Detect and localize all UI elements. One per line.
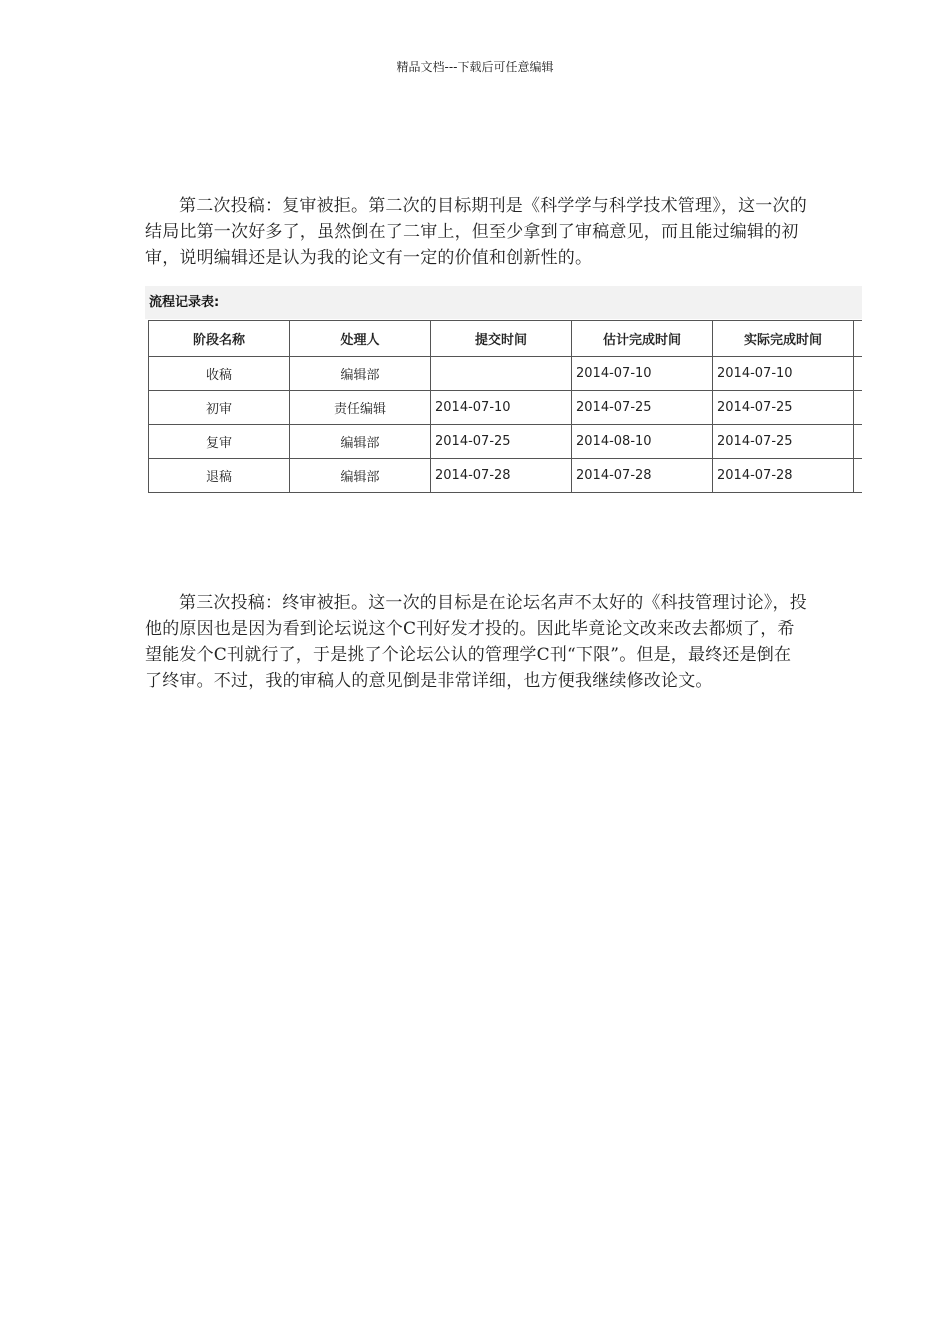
process-record-panel bbox=[145, 286, 862, 496]
record-table-title: 流程记录表: bbox=[145, 286, 862, 319]
table-row bbox=[149, 425, 863, 459]
cell-extra bbox=[854, 425, 863, 459]
cell-actual-time: 2014-07-28 bbox=[713, 459, 854, 493]
cell-stage: 退稿 bbox=[149, 459, 290, 493]
cell-estimated-time: 2014-07-10 bbox=[572, 357, 713, 391]
cell-submit-time: 2014-07-28 bbox=[431, 459, 572, 493]
column-header-handler: 处理人 bbox=[290, 321, 431, 357]
page-header: 精品文档---下载后可任意编辑 bbox=[396, 60, 554, 74]
table-row bbox=[149, 391, 863, 425]
cell-submit-time bbox=[431, 357, 572, 391]
cell-estimated-time: 2014-07-28 bbox=[572, 459, 713, 493]
table-row bbox=[149, 459, 863, 493]
cell-submit-time: 2014-07-10 bbox=[431, 391, 572, 425]
cell-stage: 收稿 bbox=[149, 357, 290, 391]
column-header-stage: 阶段名称 bbox=[149, 321, 290, 357]
process-record-table bbox=[148, 320, 862, 493]
cell-extra bbox=[854, 357, 863, 391]
cell-estimated-time: 2014-08-10 bbox=[572, 425, 713, 459]
cell-extra bbox=[854, 459, 863, 493]
cell-stage: 复审 bbox=[149, 425, 290, 459]
column-header-actual-time: 实际完成时间 bbox=[713, 321, 854, 357]
column-header-extra bbox=[854, 321, 863, 357]
cell-actual-time: 2014-07-25 bbox=[713, 391, 854, 425]
cell-handler: 编辑部 bbox=[290, 357, 431, 391]
paragraph-third-submission: 第三次投稿：终审被拒。这一次的目标是在论坛名声不太好的《科技管理讨论》，投他的原因也是因为看到论坛说这个C刊好发才投的。因此毕竟论文改来改去都烦了，希望能发个C刊就行了，于是挑了个论坛公认的管理学C刊“下限”。但是，最终还是倒在了终审。不过，我的审稿人的意见倒是非常详细，也方便我继续修改论文。 bbox=[145, 593, 807, 691]
table-row bbox=[149, 357, 863, 391]
cell-handler: 编辑部 bbox=[290, 459, 431, 493]
cell-extra bbox=[854, 391, 863, 425]
paragraph-second-submission: 第二次投稿：复审被拒。第二次的目标期刊是《科学学与科学技术管理》，这一次的结局比第一次好多了，虽然倒在了二审上，但至少拿到了审稿意见，而且能过编辑的初审，说明编辑还是认为我的论文有一定的价值和创新性的。 bbox=[145, 196, 807, 268]
cell-actual-time: 2014-07-25 bbox=[713, 425, 854, 459]
cell-actual-time: 2014-07-10 bbox=[713, 357, 854, 391]
cell-handler: 编辑部 bbox=[290, 425, 431, 459]
cell-stage: 初审 bbox=[149, 391, 290, 425]
cell-submit-time: 2014-07-25 bbox=[431, 425, 572, 459]
cell-handler: 责任编辑 bbox=[290, 391, 431, 425]
table-header-row bbox=[149, 321, 863, 357]
column-header-estimated-time: 估计完成时间 bbox=[572, 321, 713, 357]
column-header-submit-time: 提交时间 bbox=[431, 321, 572, 357]
cell-estimated-time: 2014-07-25 bbox=[572, 391, 713, 425]
